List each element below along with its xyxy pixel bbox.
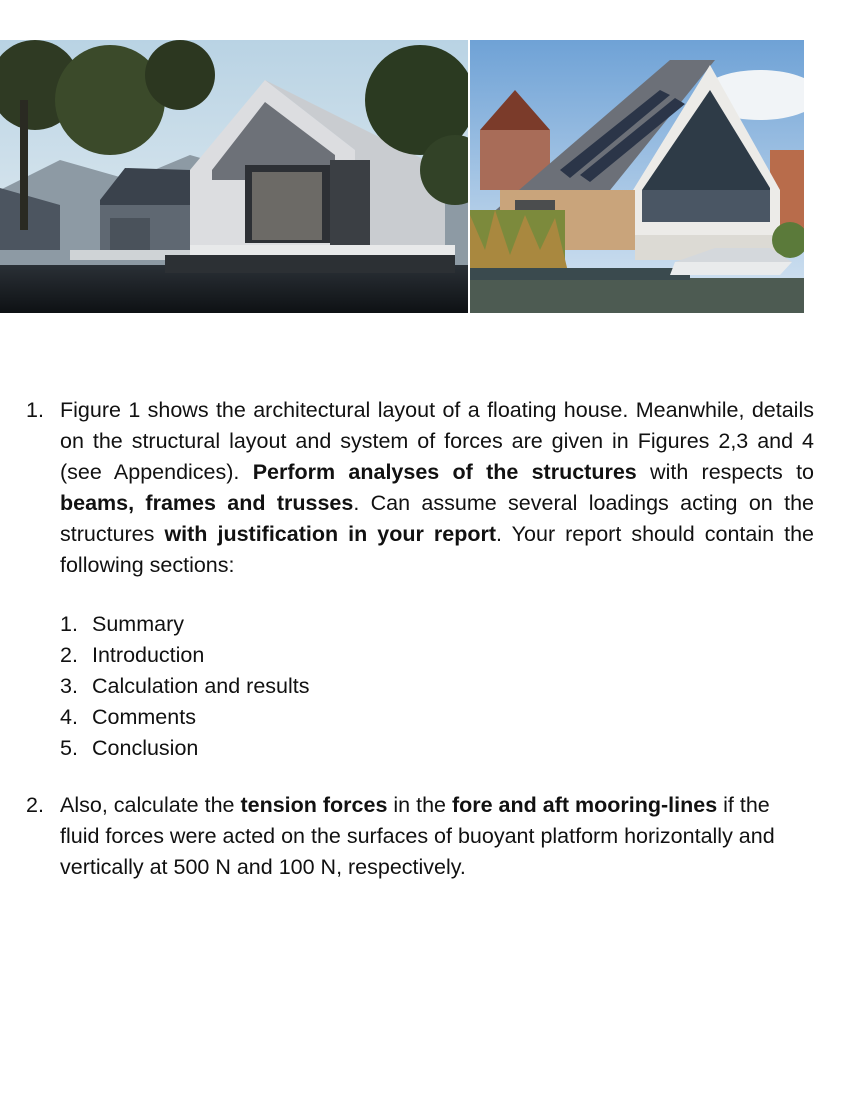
question-1-text-part: Figure 1 shows the architectural layout of a floating house. Meanwhile, details on the structural layout and system of forces are given in Figures 2,3 and 4 (see Appendices). [60, 398, 814, 484]
question-2-text-part: if the fluid forces were acted on the surfaces of buoyant platform horizontally and vertically at 500 N and 100 N, respectively. [60, 793, 775, 879]
question-2-bold-part: tension forces [240, 793, 388, 817]
list-item-label: Summary [92, 612, 184, 636]
question-1-text-part: with respects to [636, 460, 814, 484]
question-1-number: 1. [26, 398, 44, 422]
question-1-text-part: . Can assume several loadings acting on the structures [60, 491, 814, 546]
question-content [26, 395, 814, 883]
list-item [60, 609, 814, 640]
question-1-text [60, 395, 814, 581]
question-2 [26, 790, 814, 883]
report-sections-list [60, 609, 814, 764]
list-item-number: 2. [60, 643, 78, 667]
question-1 [26, 395, 814, 581]
list-item [60, 702, 814, 733]
question-2-number: 2. [26, 793, 44, 817]
question-2-text [60, 790, 814, 883]
question-1-bold-part: with justification in your report [164, 522, 497, 546]
question-1-text-part: . Your report should contain the following sections: [60, 522, 814, 577]
list-item-label: Comments [92, 705, 196, 729]
list-item-number: 4. [60, 705, 78, 729]
list-item-label: Introduction [92, 643, 205, 667]
floating-house-photo-right [470, 40, 804, 313]
list-item-label: Calculation and results [92, 674, 310, 698]
list-item [60, 733, 814, 764]
question-2-text-part: in the [387, 793, 452, 817]
list-item-number: 5. [60, 736, 78, 760]
list-item-label: Conclusion [92, 736, 199, 760]
question-2-text-part: Also, calculate the [60, 793, 241, 817]
list-item [60, 671, 814, 702]
list-item-number: 3. [60, 674, 78, 698]
question-1-bold-part: Perform analyses of the structures [252, 460, 637, 484]
question-1-bold-part: beams, frames and trusses [60, 491, 354, 515]
floating-house-photo-left [0, 40, 468, 313]
list-item-number: 1. [60, 612, 78, 636]
list-item [60, 640, 814, 671]
figure-photos [0, 40, 804, 313]
question-2-bold-part: fore and aft mooring-lines [451, 793, 718, 817]
